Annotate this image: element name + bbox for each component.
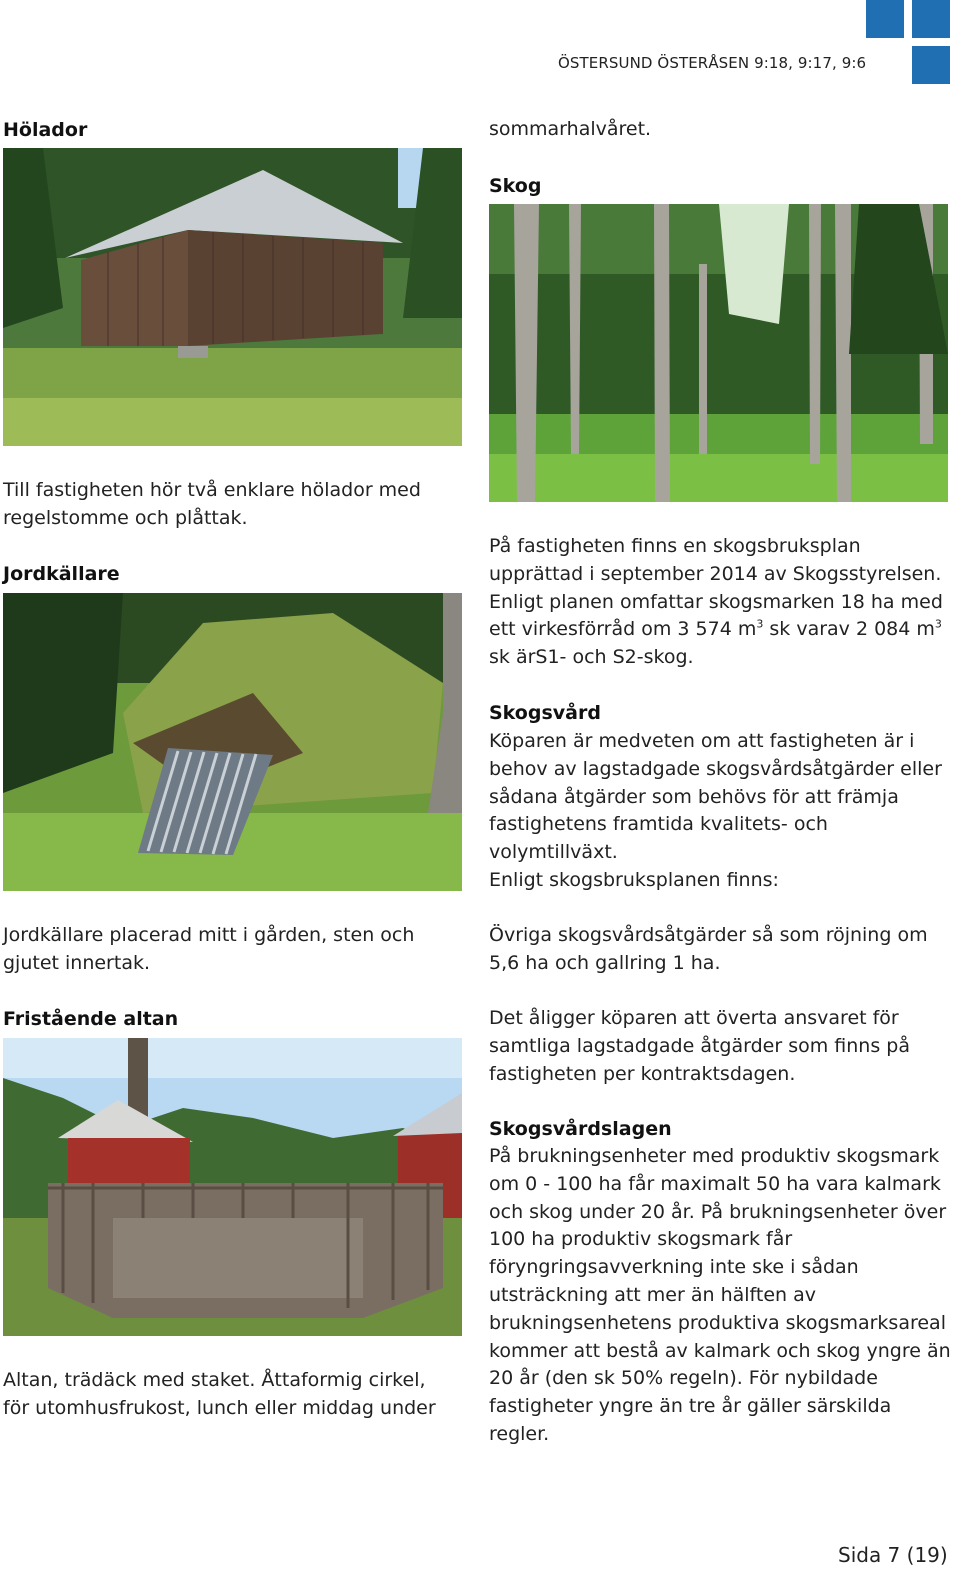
barn-photo <box>3 148 462 446</box>
skog-text: På fastigheten finns en skogsbruksplan upprättad i september 2014 av Skogsstyrelsen. Enligt planen omfattar skogsmarken 18 ha med ett virkesförråd om 3 574 $m^3$ sk varav 2 084 $m^3$ sk ärS1- och S2-skog. <box>489 535 943 669</box>
ovriga-atgarder-text: Övriga skogsvårdsåtgärder så som röjning om 5,6 ha och gallring 1 ha. <box>489 924 928 974</box>
logo-square-top-right <box>912 0 950 38</box>
jordkallare-text: Jordkällare placerad mitt i gården, sten och gjutet innertak. <box>3 924 415 974</box>
skogsvardslagen-text: På brukningsenheter med produktiv skogsmark om 0 - 100 ha får maximalt 50 ha vara kalmark och skog under 20 år. På brukningsenheter över 100 ha produktiv skogsmark får föryngringsavverkning inte ske i sådan utsträckning att mer än hälften av brukningsenhetens produktiva skogsmarksareal kommer att bestå av kalmark och skog yngre än 20 år (den sk 50% regeln). För nybildade fastigheter yngre än tre år gäller särskilda regler. <box>489 1145 951 1445</box>
skog-heading: Skog <box>489 175 542 197</box>
logo-square-top-left <box>866 0 904 38</box>
ansvar-text: Det åligger köparen att överta ansvaret för samtliga lagstadgade åtgärder som finns på fastigheten per kontraktsdagen. <box>489 1007 910 1085</box>
skogsvard-text: Köparen är medveten om att fastigheten är i behov av lagstadgade skogsvårdsåtgärder eller sådana åtgärder som behövs för att främja fastighetens framtida kvalitets- och volymtillväxt. <box>489 730 942 864</box>
skogsvardslagen-heading: Skogsvårdslagen <box>489 1118 672 1140</box>
property-designation: ÖSTERSUND ÖSTERÅSEN 9:18, 9:17, 9:6 <box>558 54 867 72</box>
altan-text-continued: sommarhalvåret. <box>489 118 652 140</box>
altan-text: Altan, trädäck med staket. Åttaformig cirkel, för utomhusfrukost, lunch eller middag under <box>3 1369 436 1419</box>
skogsvard-heading: Skogsvård <box>489 702 601 724</box>
logo-square-bottom-right <box>912 46 950 84</box>
jordkallare-heading: Jordkällare <box>3 563 120 585</box>
altan-heading: Fristående altan <box>3 1008 179 1030</box>
holador-heading: Hölador <box>3 119 88 141</box>
forest-photo <box>489 204 948 502</box>
root-cellar-photo <box>3 593 462 891</box>
skogsbruksplan-intro: Enligt skogsbruksplanen finns: <box>489 869 779 891</box>
page-number: Sida 7 (19) <box>838 1543 948 1567</box>
deck-photo <box>3 1038 462 1336</box>
holador-text: Till fastigheten hör två enklare hölador med regelstomme och plåttak. <box>3 479 421 529</box>
